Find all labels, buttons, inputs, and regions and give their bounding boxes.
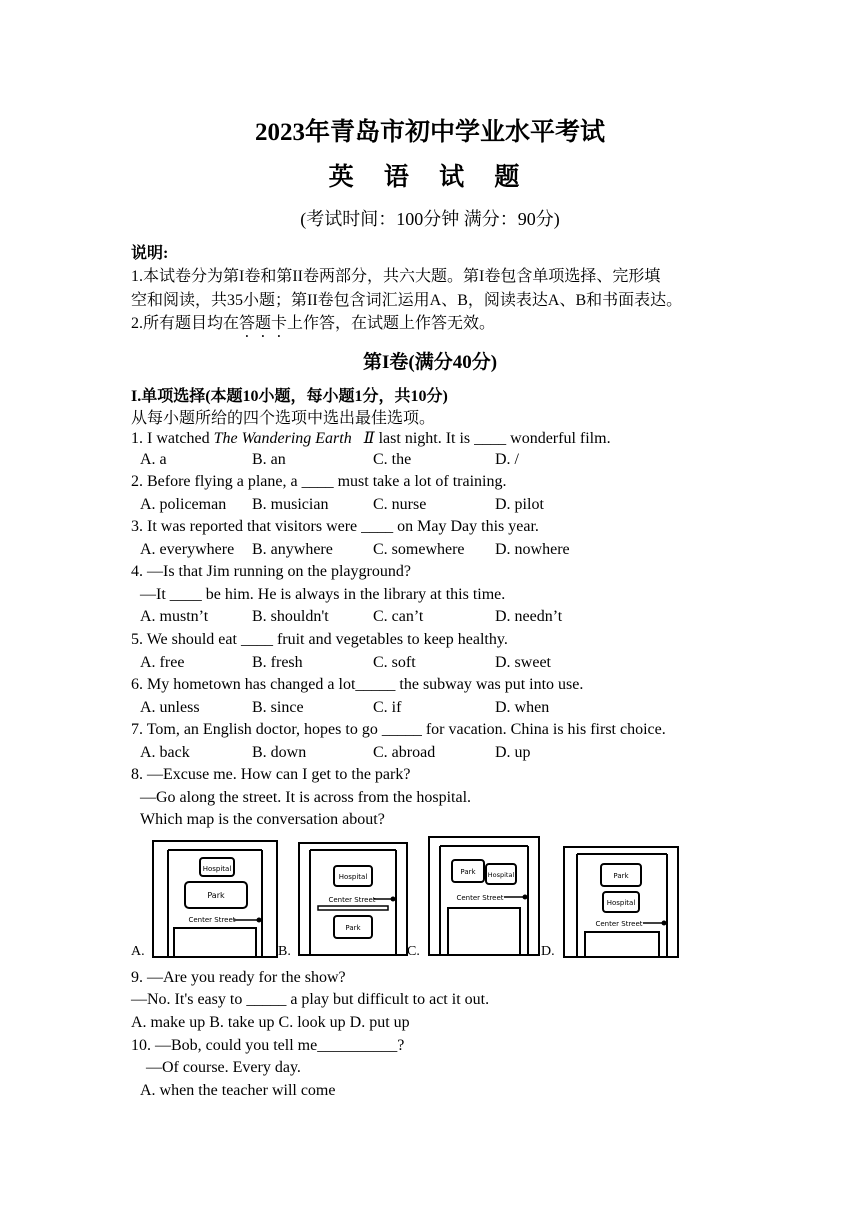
q5-option-b[interactable]: B. fresh (252, 654, 303, 671)
question-9-reply: —No. It's easy to _____ a play but difficult to act it out. (131, 991, 490, 1008)
q5-option-c[interactable]: C. soft (373, 654, 416, 671)
question-10: 10. —Bob, could you tell me__________? (131, 1037, 405, 1054)
q6-option-c[interactable]: C. if (373, 699, 402, 716)
q6-option-b[interactable]: B. since (252, 699, 304, 716)
q4-option-b[interactable]: B. shouldn't (252, 608, 329, 625)
notes-line-3 (131, 310, 495, 341)
map-d-image[interactable] (563, 846, 679, 958)
notes-heading: 说明: (131, 245, 169, 262)
q3-option-a[interactable]: A. everywhere (140, 541, 235, 558)
map-b-street-label: Center Street (328, 896, 376, 904)
q4-option-a[interactable]: A. mustn’t (140, 608, 209, 625)
map-a-hospital-label: Hospital (202, 865, 232, 873)
map-b-park-label: Park (345, 924, 361, 932)
q8-option-b[interactable]: B. (278, 944, 291, 959)
question-1-post: last night. It is ____ wonderful film. (374, 430, 611, 447)
notes-line-3-a: 2.所有题目均在 (131, 315, 240, 332)
question-2: 2. Before flying a plane, a ____ must take a lot of training. (131, 473, 507, 490)
question-8-prompt: Which map is the conversation about? (140, 811, 385, 828)
q2-option-a[interactable]: A. policeman (140, 496, 227, 513)
map-d-park-label: Park (613, 872, 629, 880)
q10-option-a[interactable]: A. when the teacher will come (140, 1082, 336, 1099)
q9-options[interactable]: A. make up B. take up C. look up D. put up (131, 1014, 410, 1031)
film-numeral: Ⅱ (363, 430, 375, 447)
question-7: 7. Tom, an English doctor, hopes to go _____ for vacation. China is his first choice. (131, 721, 666, 738)
q7-option-a[interactable]: A. back (140, 744, 190, 761)
part-1-heading: I.单项选择(本题10小题，每小题1分，共10分) (131, 388, 448, 405)
q1-option-b[interactable]: B. an (252, 451, 286, 468)
question-1 (131, 428, 611, 448)
q6-option-a[interactable]: A. unless (140, 699, 200, 716)
q2-option-c[interactable]: C. nurse (373, 496, 427, 513)
map-b-image[interactable] (298, 842, 408, 956)
question-4-reply: —It ____ be him. He is always in the library at this time. (140, 586, 506, 603)
map-a-park-label: Park (207, 891, 225, 900)
q1-option-d[interactable]: D. / (495, 451, 519, 468)
q2-option-d[interactable]: D. pilot (495, 496, 544, 513)
section-1-title: 第I卷(满分40分) (362, 352, 498, 373)
question-9: 9. —Are you ready for the show? (131, 969, 346, 986)
question-3: 3. It was reported that visitors were ____ on May Day this year. (131, 518, 539, 535)
map-a-street-label: Center Street (188, 916, 236, 924)
map-c-image[interactable] (428, 836, 540, 956)
exam-title: 2023年青岛市初中学业水平考试 (254, 119, 605, 146)
notes-line-3-c: 上作答，在试题上作答无效。 (287, 315, 496, 332)
map-d-hospital-label: Hospital (606, 899, 636, 907)
question-8-reply: —Go along the street. It is across from the hospital. (140, 789, 472, 806)
q1-option-a[interactable]: A. a (140, 451, 167, 468)
q8-option-d[interactable]: D. (541, 944, 555, 959)
map-c-park-label: Park (460, 868, 476, 876)
q1-option-c[interactable]: C. the (373, 451, 412, 468)
exam-subtitle: 英 语 试 题 (328, 164, 532, 191)
q8-option-a[interactable]: A. (131, 944, 145, 959)
q5-option-d[interactable]: D. sweet (495, 654, 551, 671)
map-d-street-label: Center Street (595, 920, 643, 928)
q6-option-d[interactable]: D. when (495, 699, 550, 716)
part-1-instruction: 从每小题所给的四个选项中选出最佳选项。 (131, 410, 436, 427)
q7-option-d[interactable]: D. up (495, 744, 531, 761)
question-1-pre: 1. I watched (131, 430, 214, 447)
answer-sheet-emphasis: 答题卡 (239, 315, 288, 332)
question-5: 5. We should eat ____ fruit and vegetables to keep healthy. (131, 631, 508, 648)
q7-option-b[interactable]: B. down (252, 744, 307, 761)
notes-line-1: 1.本试卷分为第I卷和第II卷两部分，共六大题。第I卷包含单项选择、完形填 (131, 268, 661, 285)
q2-option-b[interactable]: B. musician (252, 496, 329, 513)
map-c-hospital-label: Hospital (487, 871, 515, 879)
exam-time-info: (考试时间：100分钟 满分：90分) (300, 209, 560, 229)
map-c-street-label: Center Street (456, 894, 504, 902)
q7-option-c[interactable]: C. abroad (373, 744, 436, 761)
q8-option-c[interactable]: C. (407, 944, 420, 959)
q4-option-d[interactable]: D. needn’t (495, 608, 563, 625)
q3-option-d[interactable]: D. nowhere (495, 541, 570, 558)
q3-option-b[interactable]: B. anywhere (252, 541, 333, 558)
q3-option-c[interactable]: C. somewhere (373, 541, 465, 558)
map-a-image[interactable] (152, 840, 278, 958)
map-b-hospital-label: Hospital (338, 873, 368, 881)
q5-option-a[interactable]: A. free (140, 654, 185, 671)
question-8: 8. —Excuse me. How can I get to the park? (131, 766, 411, 783)
question-4: 4. —Is that Jim running on the playground? (131, 563, 411, 580)
film-title: The Wandering Earth (213, 430, 352, 447)
question-10-reply: —Of course. Every day. (146, 1059, 301, 1076)
q4-option-c[interactable]: C. can’t (373, 608, 424, 625)
question-6: 6. My hometown has changed a lot_____ the subway was put into use. (131, 676, 584, 693)
notes-line-2: 空和阅读，共35小题；第II卷包含词汇运用A、B，阅读表达A、B和书面表达。 (131, 292, 683, 309)
